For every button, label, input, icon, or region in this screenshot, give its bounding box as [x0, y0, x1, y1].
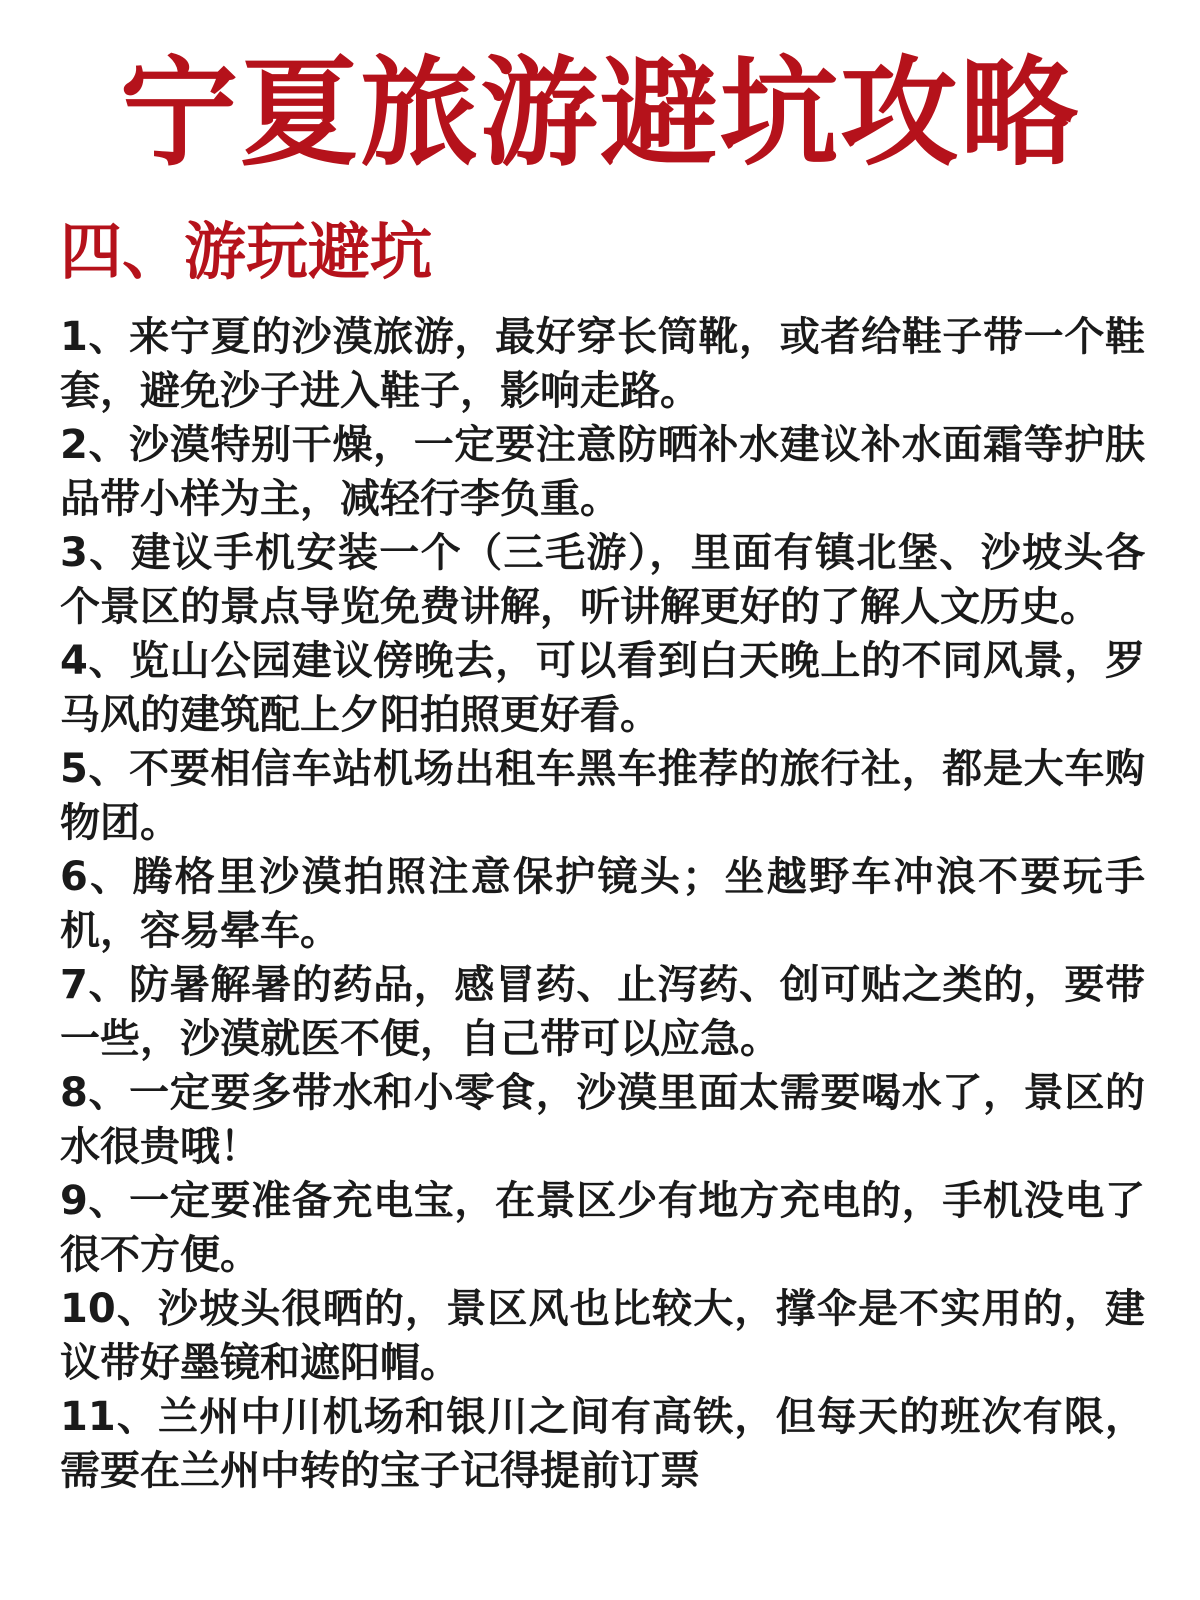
tip-item-4: 4、览山公园建议傍晚去，可以看到白天晚上的不同风景，罗马风的建筑配上夕阳拍照更好看。	[60, 638, 1145, 738]
tip-item-1: 1、来宁夏的沙漠旅游，最好穿长筒靴，或者给鞋子带一个鞋套，避免沙子进入鞋子，影响走路。	[60, 314, 1145, 414]
tip-item-3: 3、建议手机安装一个（三毛游），里面有镇北堡、沙坡头各个景区的景点导览免费讲解，听讲解更好的了解人文历史。	[60, 530, 1145, 630]
tip-item-9: 9、一定要准备充电宝，在景区少有地方充电的，手机没电了很不方便。	[60, 1178, 1145, 1278]
page-title: 宁夏旅游避坑攻略	[119, 44, 1080, 182]
tip-item-5: 5、不要相信车站机场出租车黑车推荐的旅行社，都是大车购物团。	[60, 746, 1145, 846]
tip-item-6: 6、腾格里沙漠拍照注意保护镜头；坐越野车冲浪不要玩手机，容易晕车。	[60, 854, 1145, 954]
section-heading: 四、游玩避坑	[60, 215, 433, 288]
tip-item-7: 7、防暑解暑的药品，感冒药、止泻药、创可贴之类的，要带一些，沙漠就医不便，自己带可以应急。	[60, 962, 1145, 1062]
tip-item-8: 8、一定要多带水和小零食，沙漠里面太需要喝水了，景区的水很贵哦！	[60, 1070, 1145, 1170]
tip-item-2: 2、沙漠特别干燥，一定要注意防晒补水建议补水面霜等护肤品带小样为主，减轻行李负重。	[60, 422, 1145, 522]
tip-item-10: 10、沙坡头很晒的，景区风也比较大，撑伞是不实用的，建议带好墨镜和遮阳帽。	[60, 1286, 1145, 1386]
tips-list	[60, 310, 1145, 1498]
tip-item-11: 11、兰州中川机场和银川之间有高铁，但每天的班次有限，需要在兰州中转的宝子记得提前订票	[60, 1394, 1145, 1494]
